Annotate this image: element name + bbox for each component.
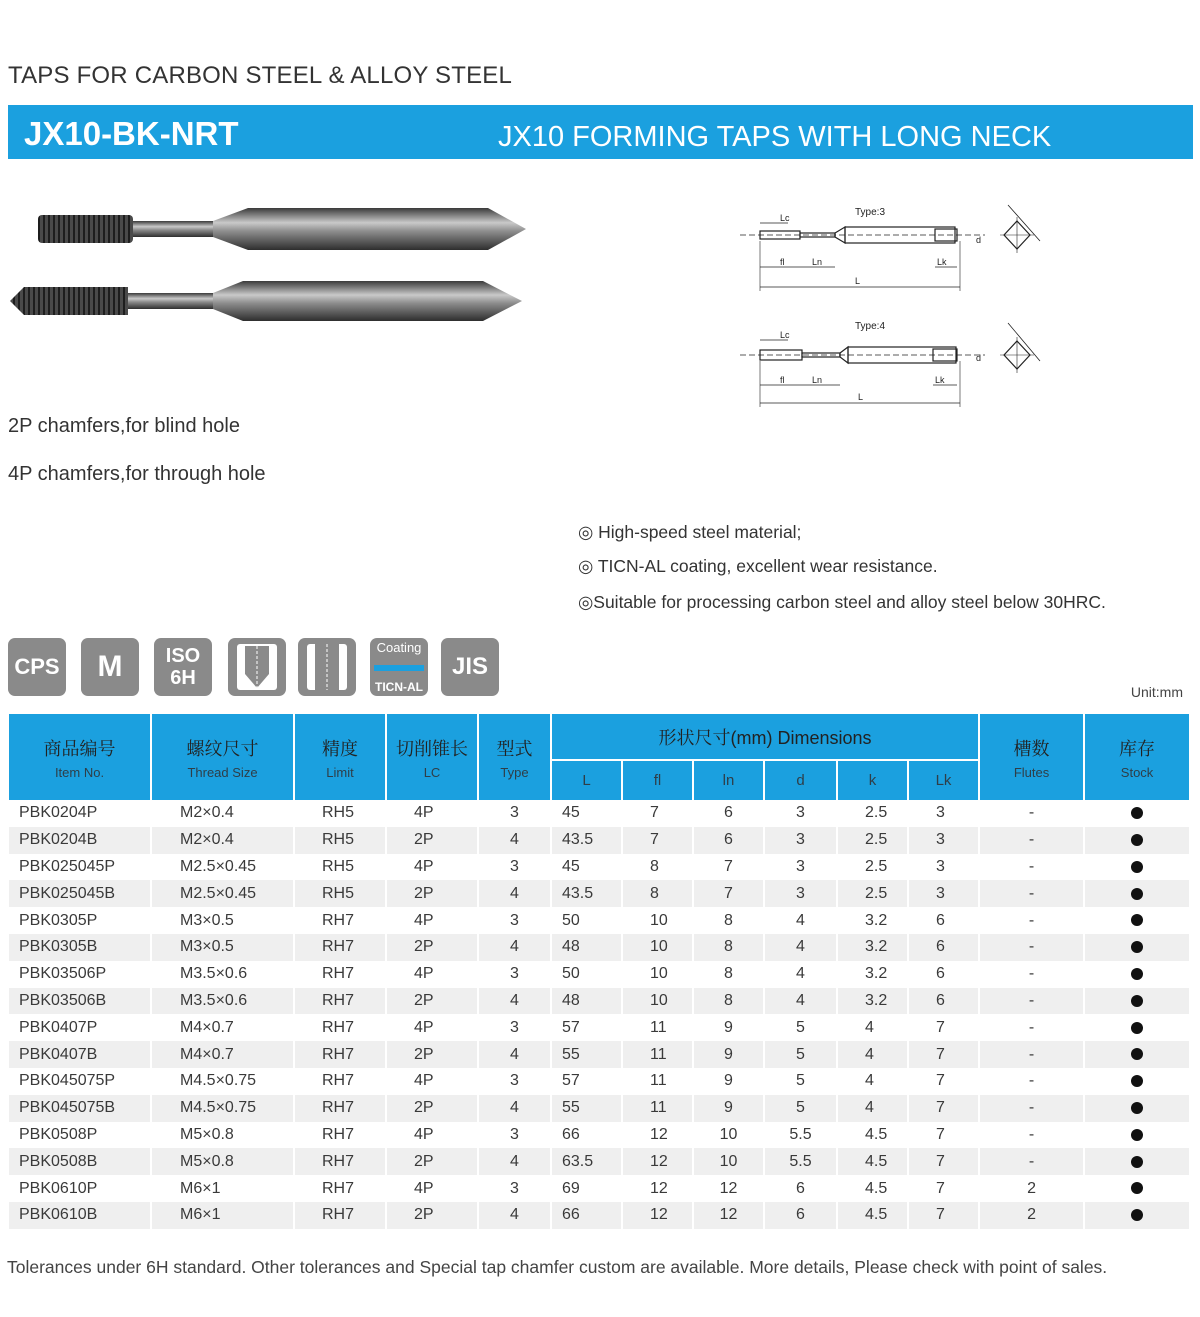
cell-flutes: - (979, 907, 1084, 934)
cell-stock (1084, 961, 1190, 988)
cell-flutes: - (979, 988, 1084, 1015)
cell-dim-k: 3.2 (837, 907, 908, 934)
diagram-type4 (740, 321, 1040, 407)
cell-thread-size: M4×0.7 (151, 1041, 294, 1068)
in-stock-dot-icon (1131, 1048, 1143, 1060)
cell-dim-lk: 7 (908, 1202, 979, 1229)
cell-dim-l: 63.5 (551, 1148, 622, 1175)
cell-limit: RH7 (294, 1068, 386, 1095)
cell-dim-fl: 10 (622, 934, 693, 961)
diagram-type4-ln: Ln (812, 375, 823, 385)
cell-limit: RH7 (294, 934, 386, 961)
cell-dim-lk: 3 (908, 827, 979, 854)
cell-thread-size: M2.5×0.45 (151, 854, 294, 881)
cell-dim-l: 50 (551, 907, 622, 934)
col-dimensions: 形状尺寸(mm) Dimensions (551, 714, 979, 760)
cell-dim-fl: 10 (622, 907, 693, 934)
cell-dim-ln: 7 (693, 854, 764, 881)
cell-dim-k: 3.2 (837, 988, 908, 1015)
cell-lc: 4P (386, 1175, 478, 1202)
cell-dim-fl: 12 (622, 1148, 693, 1175)
cell-dim-k: 4.5 (837, 1202, 908, 1229)
col-thread-size: 螺纹尺寸 Thread Size (151, 714, 294, 800)
cell-item-no: PBK025045P (8, 854, 151, 881)
cell-dim-fl: 11 (622, 1068, 693, 1095)
cell-thread-size: M5×0.8 (151, 1148, 294, 1175)
cell-dim-ln: 8 (693, 907, 764, 934)
diagram-type4-fl: fl (780, 375, 785, 385)
diagram-type4-title: Type:4 (855, 321, 886, 332)
cps-icon: CPS (8, 638, 66, 696)
cell-thread-size: M3.5×0.6 (151, 988, 294, 1015)
cell-stock (1084, 880, 1190, 907)
col-lc: 切削锥长 LC (386, 714, 478, 800)
cell-dim-lk: 6 (908, 988, 979, 1015)
table-row (8, 1095, 1190, 1122)
cell-item-no: PBK0610B (8, 1202, 151, 1229)
cell-limit: RH7 (294, 1175, 386, 1202)
cell-limit: RH7 (294, 907, 386, 934)
diagram-type4-d: d (976, 353, 982, 363)
cell-dim-k: 4 (837, 1041, 908, 1068)
cell-dim-l: 48 (551, 934, 622, 961)
cell-thread-size: M3×0.5 (151, 907, 294, 934)
cell-dim-lk: 6 (908, 934, 979, 961)
cell-dim-lk: 6 (908, 961, 979, 988)
cell-dim-d: 5.5 (764, 1122, 837, 1149)
cell-dim-ln: 9 (693, 1014, 764, 1041)
cell-limit: RH7 (294, 961, 386, 988)
cell-dim-l: 45 (551, 800, 622, 827)
cell-stock (1084, 1175, 1190, 1202)
cell-dim-d: 4 (764, 961, 837, 988)
col-flutes: 槽数 Flutes (979, 714, 1084, 800)
col-item-no: 商品编号 Item No. (8, 714, 151, 800)
in-stock-dot-icon (1131, 914, 1143, 926)
cell-type: 3 (478, 854, 551, 881)
cell-stock (1084, 907, 1190, 934)
cell-limit: RH5 (294, 880, 386, 907)
cell-dim-k: 2.5 (837, 880, 908, 907)
tap-image-1 (38, 208, 526, 250)
cell-type: 4 (478, 827, 551, 854)
table-row (8, 907, 1190, 934)
cell-stock (1084, 800, 1190, 827)
table-row (8, 1122, 1190, 1149)
cell-dim-fl: 7 (622, 827, 693, 854)
feature-application: ◎Suitable for processing carbon steel and alloy steel below 30HRC. (578, 592, 1106, 612)
cell-dim-l: 57 (551, 1014, 622, 1041)
cell-lc: 4P (386, 854, 478, 881)
table-row (8, 1148, 1190, 1175)
cell-dim-k: 3.2 (837, 961, 908, 988)
cell-type: 4 (478, 934, 551, 961)
cell-dim-lk: 7 (908, 1068, 979, 1095)
cell-dim-k: 4.5 (837, 1175, 908, 1202)
cell-dim-lk: 7 (908, 1041, 979, 1068)
cell-dim-fl: 11 (622, 1095, 693, 1122)
in-stock-dot-icon (1131, 1075, 1143, 1087)
cell-flutes: - (979, 1148, 1084, 1175)
table-row (8, 827, 1190, 854)
cell-dim-fl: 12 (622, 1122, 693, 1149)
cell-dim-l: 66 (551, 1122, 622, 1149)
table-row (8, 1014, 1190, 1041)
cell-stock (1084, 1122, 1190, 1149)
cell-lc: 2P (386, 1202, 478, 1229)
cell-dim-ln: 7 (693, 880, 764, 907)
cell-dim-d: 5 (764, 1014, 837, 1041)
cell-dim-k: 4.5 (837, 1148, 908, 1175)
cell-stock (1084, 1041, 1190, 1068)
col-dim-fl: fl (622, 760, 693, 800)
cell-dim-l: 48 (551, 988, 622, 1015)
cell-flutes: 2 (979, 1175, 1084, 1202)
cell-type: 3 (478, 1014, 551, 1041)
cell-flutes: 2 (979, 1202, 1084, 1229)
cell-lc: 2P (386, 827, 478, 854)
cell-dim-d: 4 (764, 988, 837, 1015)
cell-limit: RH5 (294, 800, 386, 827)
cell-stock (1084, 988, 1190, 1015)
iso-6h-icon: ISO 6H (154, 638, 212, 696)
cell-dim-fl: 11 (622, 1041, 693, 1068)
cell-thread-size: M5×0.8 (151, 1122, 294, 1149)
cell-item-no: PBK0305B (8, 934, 151, 961)
cell-stock (1084, 934, 1190, 961)
cell-lc: 2P (386, 1041, 478, 1068)
cell-dim-ln: 10 (693, 1122, 764, 1149)
diagram-type3-lk: Lk (937, 257, 947, 267)
cell-thread-size: M3×0.5 (151, 934, 294, 961)
cell-lc: 2P (386, 988, 478, 1015)
cell-item-no: PBK0407B (8, 1041, 151, 1068)
material-m-icon: M (81, 638, 139, 696)
col-dim-lk: Lk (908, 760, 979, 800)
cell-stock (1084, 1014, 1190, 1041)
col-type: 型式 Type (478, 714, 551, 800)
cell-dim-l: 66 (551, 1202, 622, 1229)
cell-dim-d: 3 (764, 827, 837, 854)
cell-stock (1084, 1095, 1190, 1122)
cell-dim-l: 50 (551, 961, 622, 988)
cell-dim-k: 3.2 (837, 934, 908, 961)
cell-item-no: PBK045075B (8, 1095, 151, 1122)
coating-ticn-al-icon: Coating TICN-AL (370, 638, 428, 696)
cell-item-no: PBK0508P (8, 1122, 151, 1149)
tap-dimension-diagrams (740, 195, 1060, 415)
cell-dim-l: 55 (551, 1095, 622, 1122)
cell-dim-ln: 6 (693, 800, 764, 827)
table-row (8, 961, 1190, 988)
table-row (8, 988, 1190, 1015)
cell-type: 4 (478, 988, 551, 1015)
cell-flutes: - (979, 800, 1084, 827)
in-stock-dot-icon (1131, 941, 1143, 953)
cell-dim-lk: 7 (908, 1095, 979, 1122)
cell-dim-d: 6 (764, 1175, 837, 1202)
col-stock: 库存 Stock (1084, 714, 1190, 800)
specification-table (7, 714, 1191, 1229)
cell-stock (1084, 1068, 1190, 1095)
in-stock-dot-icon (1131, 861, 1143, 873)
cell-item-no: PBK045075P (8, 1068, 151, 1095)
cell-dim-ln: 8 (693, 961, 764, 988)
cell-item-no: PBK0407P (8, 1014, 151, 1041)
cell-lc: 4P (386, 800, 478, 827)
table-row (8, 1175, 1190, 1202)
cell-dim-fl: 11 (622, 1014, 693, 1041)
cell-dim-d: 5 (764, 1095, 837, 1122)
cell-dim-k: 2.5 (837, 854, 908, 881)
col-dim-k: k (837, 760, 908, 800)
cell-dim-l: 43.5 (551, 827, 622, 854)
through-hole-icon (298, 638, 356, 696)
cell-dim-ln: 9 (693, 1095, 764, 1122)
cell-item-no: PBK03506P (8, 961, 151, 988)
in-stock-dot-icon (1131, 807, 1143, 819)
cell-lc: 4P (386, 1122, 478, 1149)
in-stock-dot-icon (1131, 834, 1143, 846)
diagram-type3-fl: fl (780, 257, 785, 267)
cell-flutes: - (979, 880, 1084, 907)
cell-dim-d: 3 (764, 854, 837, 881)
table-row (8, 1041, 1190, 1068)
cell-dim-d: 5.5 (764, 1148, 837, 1175)
cell-flutes: - (979, 1095, 1084, 1122)
jis-icon: JIS (441, 638, 499, 696)
in-stock-dot-icon (1131, 968, 1143, 980)
cell-limit: RH5 (294, 854, 386, 881)
cell-lc: 4P (386, 907, 478, 934)
cell-limit: RH7 (294, 1095, 386, 1122)
table-row (8, 800, 1190, 827)
cell-type: 3 (478, 1175, 551, 1202)
cell-lc: 2P (386, 1148, 478, 1175)
feature-coating: ◎ TICN-AL coating, excellent wear resistance. (578, 556, 938, 576)
footer-note: Tolerances under 6H standard. Other tolerances and Special tap chamfer custom are available. More details, Please check with point of sales. (7, 1257, 1108, 1277)
diagram-type4-lk: Lk (935, 375, 945, 385)
cell-thread-size: M6×1 (151, 1175, 294, 1202)
cell-dim-l: 43.5 (551, 880, 622, 907)
cell-thread-size: M2.5×0.45 (151, 880, 294, 907)
note-4p-chamfer: 4P chamfers,for through hole (8, 463, 266, 485)
cell-limit: RH7 (294, 1202, 386, 1229)
in-stock-dot-icon (1131, 1156, 1143, 1168)
table-row (8, 1068, 1190, 1095)
cell-flutes: - (979, 1122, 1084, 1149)
col-dim-d: d (764, 760, 837, 800)
cell-dim-k: 4 (837, 1068, 908, 1095)
in-stock-dot-icon (1131, 1182, 1143, 1194)
cell-type: 3 (478, 800, 551, 827)
cell-dim-d: 6 (764, 1202, 837, 1229)
cell-type: 3 (478, 1122, 551, 1149)
product-code: JX10-BK-NRT (24, 115, 239, 152)
cell-type: 3 (478, 1068, 551, 1095)
cell-limit: RH5 (294, 827, 386, 854)
cell-limit: RH7 (294, 1148, 386, 1175)
cell-lc: 4P (386, 961, 478, 988)
cell-thread-size: M3.5×0.6 (151, 961, 294, 988)
cell-limit: RH7 (294, 1122, 386, 1149)
in-stock-dot-icon (1131, 888, 1143, 900)
cell-limit: RH7 (294, 1014, 386, 1041)
table-row (8, 880, 1190, 907)
diagram-type3-title: Type:3 (855, 207, 886, 218)
cell-dim-lk: 3 (908, 854, 979, 881)
cell-dim-l: 57 (551, 1068, 622, 1095)
blind-hole-icon (228, 638, 286, 696)
cell-dim-d: 4 (764, 907, 837, 934)
cell-item-no: PBK0204P (8, 800, 151, 827)
cell-item-no: PBK0204B (8, 827, 151, 854)
product-name: JX10 FORMING TAPS WITH LONG NECK (498, 121, 1052, 153)
cell-dim-k: 4 (837, 1095, 908, 1122)
cell-lc: 2P (386, 880, 478, 907)
unit-label: Unit:mm (1130, 684, 1183, 700)
cell-thread-size: M4.5×0.75 (151, 1068, 294, 1095)
cell-dim-ln: 8 (693, 934, 764, 961)
cell-dim-fl: 8 (622, 854, 693, 881)
cell-type: 4 (478, 880, 551, 907)
cell-dim-ln: 9 (693, 1041, 764, 1068)
cell-dim-k: 4.5 (837, 1122, 908, 1149)
cell-dim-ln: 10 (693, 1148, 764, 1175)
diagram-type3-ln: Ln (812, 257, 823, 267)
diagram-type4-lc: Lc (780, 330, 790, 340)
cell-thread-size: M2×0.4 (151, 800, 294, 827)
feature-hss: ◎ High-speed steel material; (578, 522, 802, 542)
cell-dim-ln: 6 (693, 827, 764, 854)
category-title: TAPS FOR CARBON STEEL & ALLOY STEEL (8, 62, 513, 89)
diagram-type3-lc: Lc (780, 213, 790, 223)
col-dim-l: L (551, 760, 622, 800)
cell-dim-k: 2.5 (837, 827, 908, 854)
cell-dim-fl: 10 (622, 961, 693, 988)
cell-flutes: - (979, 961, 1084, 988)
cell-thread-size: M4×0.7 (151, 1014, 294, 1041)
col-limit: 精度 Limit (294, 714, 386, 800)
cell-dim-fl: 12 (622, 1175, 693, 1202)
cell-flutes: - (979, 827, 1084, 854)
cell-type: 3 (478, 907, 551, 934)
cell-dim-fl: 10 (622, 988, 693, 1015)
in-stock-dot-icon (1131, 1022, 1143, 1034)
cell-flutes: - (979, 1068, 1084, 1095)
cell-stock (1084, 854, 1190, 881)
product-banner (8, 105, 1193, 159)
cell-thread-size: M6×1 (151, 1202, 294, 1229)
cell-dim-lk: 7 (908, 1122, 979, 1149)
cell-item-no: PBK025045B (8, 880, 151, 907)
cell-dim-l: 69 (551, 1175, 622, 1202)
in-stock-dot-icon (1131, 1209, 1143, 1221)
cell-dim-d: 3 (764, 800, 837, 827)
cell-dim-ln: 8 (693, 988, 764, 1015)
cell-dim-fl: 8 (622, 880, 693, 907)
cell-dim-ln: 12 (693, 1202, 764, 1229)
table-row (8, 854, 1190, 881)
cell-dim-lk: 3 (908, 880, 979, 907)
cell-dim-d: 5 (764, 1041, 837, 1068)
cell-type: 4 (478, 1095, 551, 1122)
cell-dim-ln: 12 (693, 1175, 764, 1202)
cell-lc: 4P (386, 1014, 478, 1041)
cell-flutes: - (979, 934, 1084, 961)
cell-flutes: - (979, 1041, 1084, 1068)
cell-thread-size: M4.5×0.75 (151, 1095, 294, 1122)
cell-flutes: - (979, 1014, 1084, 1041)
cell-dim-l: 45 (551, 854, 622, 881)
cell-lc: 4P (386, 1068, 478, 1095)
diagram-type4-l: L (858, 392, 864, 402)
cell-dim-lk: 7 (908, 1014, 979, 1041)
cell-thread-size: M2×0.4 (151, 827, 294, 854)
diagram-type3-l: L (855, 276, 861, 286)
cell-type: 4 (478, 1148, 551, 1175)
table-row (8, 934, 1190, 961)
cell-stock (1084, 1148, 1190, 1175)
cell-dim-lk: 7 (908, 1148, 979, 1175)
diagram-type3 (740, 205, 1040, 291)
cell-dim-l: 55 (551, 1041, 622, 1068)
cell-dim-lk: 7 (908, 1175, 979, 1202)
cell-item-no: PBK0610P (8, 1175, 151, 1202)
cell-item-no: PBK03506B (8, 988, 151, 1015)
cell-stock (1084, 1202, 1190, 1229)
cell-item-no: PBK0305P (8, 907, 151, 934)
note-2p-chamfer: 2P chamfers,for blind hole (8, 415, 240, 437)
cell-dim-fl: 7 (622, 800, 693, 827)
cell-dim-lk: 3 (908, 800, 979, 827)
cell-type: 4 (478, 1041, 551, 1068)
cell-dim-k: 2.5 (837, 800, 908, 827)
cell-dim-fl: 12 (622, 1202, 693, 1229)
cell-dim-d: 5 (764, 1068, 837, 1095)
table-row (8, 1202, 1190, 1229)
in-stock-dot-icon (1131, 995, 1143, 1007)
cell-type: 3 (478, 961, 551, 988)
cell-stock (1084, 827, 1190, 854)
cell-flutes: - (979, 854, 1084, 881)
in-stock-dot-icon (1131, 1102, 1143, 1114)
diagram-type3-d: d (976, 235, 982, 245)
tap-image-2 (10, 281, 522, 321)
cell-dim-k: 4 (837, 1014, 908, 1041)
cell-item-no: PBK0508B (8, 1148, 151, 1175)
cell-lc: 2P (386, 934, 478, 961)
cell-limit: RH7 (294, 988, 386, 1015)
cell-dim-d: 3 (764, 880, 837, 907)
cell-dim-d: 4 (764, 934, 837, 961)
cell-lc: 2P (386, 1095, 478, 1122)
col-dim-ln: ln (693, 760, 764, 800)
cell-dim-ln: 9 (693, 1068, 764, 1095)
cell-type: 4 (478, 1202, 551, 1229)
cell-limit: RH7 (294, 1041, 386, 1068)
cell-dim-lk: 6 (908, 907, 979, 934)
in-stock-dot-icon (1131, 1129, 1143, 1141)
tap-product-image (8, 195, 528, 335)
